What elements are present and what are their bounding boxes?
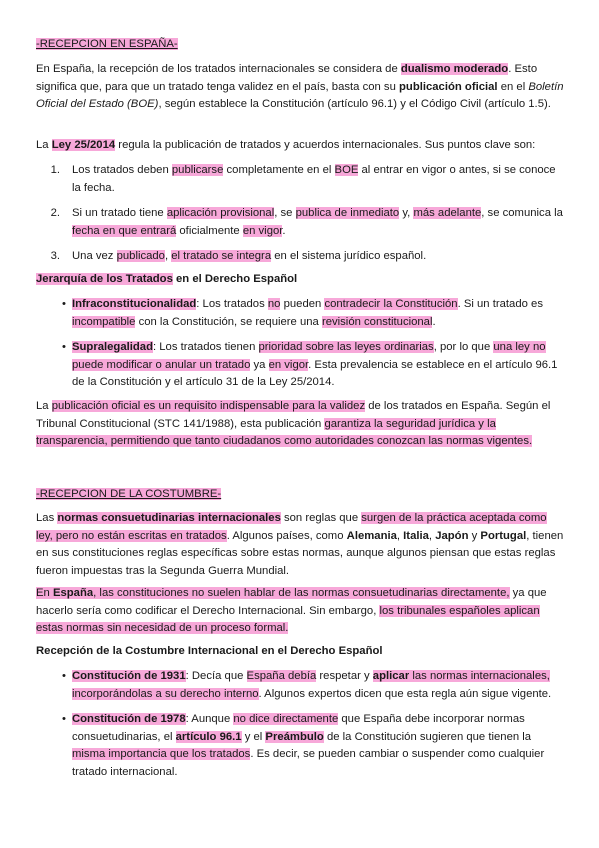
paragraph-publicacion	[36, 398, 566, 451]
text-run: y el	[241, 730, 266, 743]
highlight: prioridad sobre las leyes ordinarias	[258, 341, 434, 353]
text-run: : Decía que	[185, 670, 247, 682]
paragraph-ley	[36, 137, 566, 155]
bullet-icon: •	[62, 298, 66, 310]
section-heading-costumbre	[36, 486, 566, 504]
text-run: ,	[164, 250, 172, 262]
highlight: una ley no puede modificar o anular un tratado	[72, 341, 546, 371]
text-run: son reglas que	[280, 512, 362, 524]
text-run: completamente en el	[223, 164, 335, 176]
bold-text: Alemania	[346, 529, 397, 542]
text-run: : Los tratados	[196, 298, 268, 310]
text-run: : Los tratados tienen	[152, 341, 259, 353]
text-run: .	[282, 224, 286, 237]
heading-text: -RECEPCION DE LA COSTUMBRE-	[36, 488, 222, 500]
text-run: pueden	[280, 298, 325, 310]
highlight: BOE	[334, 164, 359, 176]
highlight: incompatible	[72, 315, 136, 328]
highlight: España debía	[246, 670, 317, 682]
paragraph-dualismo	[36, 61, 566, 114]
text-run: . Si un tratado es	[457, 298, 543, 310]
bullet-icon: •	[62, 341, 66, 353]
text-run: oficialmente	[176, 224, 243, 237]
text-run: : Aunque	[185, 713, 234, 725]
highlight: misma importancia que los tratados	[72, 748, 251, 760]
text-run: La	[36, 139, 52, 151]
text-run: ,	[428, 529, 436, 542]
text-run: ya	[250, 358, 269, 371]
text-run: En España, la recepción de los tratados internacionales se considera de	[36, 63, 401, 75]
text-run: .	[432, 315, 436, 328]
highlight-bold: Infraconstitucionalidad	[72, 298, 197, 310]
text-run: , se comunica la	[481, 207, 563, 219]
highlight: En	[36, 587, 53, 599]
bold-text: Portugal	[480, 529, 527, 542]
bold-text: publicación oficial	[399, 80, 498, 93]
highlight: garantiza la seguridad jurídica y la transparencia, permitiendo que tanto ciudadanos como autoridades conozcan las normas vigentes.	[36, 417, 533, 447]
text-run: . Algunos expertos dicen que esta regla aún sigue vigente.	[258, 687, 552, 700]
text-run: , se	[274, 207, 296, 219]
bold-text: Recepción de la Costumbre Internacional en el Derecho Español	[36, 645, 383, 657]
highlight: revisión constitucional	[321, 315, 433, 328]
bullet-icon: •	[62, 670, 66, 682]
text-run: ya que hacerlo sería como codificar el Derecho Internacional. Sin embargo,	[36, 587, 547, 617]
text-run: Los tratados deben	[72, 164, 172, 176]
highlight: , las constituciones no suelen hablar de las normas consuetudinarias directamente,	[93, 587, 510, 599]
list-item	[36, 668, 566, 703]
text-run: ,	[396, 529, 404, 542]
highlight: más adelante	[413, 207, 482, 219]
highlight-bold: normas consuetudinarias internacionales	[57, 512, 281, 524]
list-number: 3.	[50, 250, 60, 262]
list-item	[36, 339, 566, 392]
list-item	[36, 296, 566, 331]
list-item	[36, 162, 566, 197]
list-item	[36, 205, 566, 240]
bullet-list-jerarquia	[36, 296, 566, 392]
bullet-list-constituciones	[36, 668, 566, 781]
bold-text: Japón	[435, 529, 469, 542]
highlight: publicado	[116, 250, 165, 262]
highlight-bold: España	[52, 587, 94, 599]
subheading-recepcion-costumbre	[36, 643, 566, 661]
numbered-list	[36, 162, 566, 266]
highlight: no dice directamente	[233, 713, 339, 725]
highlight: el tratado se integra	[171, 250, 272, 262]
highlight: en vigor	[268, 358, 309, 371]
highlight-bold: aplicar	[372, 670, 410, 682]
text-run: Si un tratado tiene	[72, 207, 167, 219]
list-number: 1.	[50, 164, 60, 176]
list-number: 2.	[50, 207, 60, 219]
text-run: con la Constitución, se requiere una	[135, 315, 322, 328]
highlight-bold: Ley 25/2014	[51, 139, 116, 151]
text-run: en el sistema jurídico español.	[271, 250, 427, 262]
text-run: de los tratados en España. Según el Tribunal Constitucional (STC 141/1988), esta publicación	[36, 400, 551, 430]
text-run: . Es decir, se pueden cambiar o suspender como cualquier tratado internacional.	[72, 748, 545, 778]
paragraph-espana-costumbre	[36, 585, 566, 638]
list-item	[36, 248, 566, 266]
list-item	[36, 711, 566, 781]
highlight-bold: Jerarquía de los Tratados	[36, 273, 173, 285]
heading-text: -RECEPCION EN ESPAÑA-	[36, 38, 178, 50]
highlight: publica de inmediato	[295, 207, 400, 219]
text-run: , por lo que	[433, 341, 494, 353]
highlight: en vigor	[242, 224, 283, 237]
text-run: en el	[497, 80, 529, 93]
text-run: que España debe incorporar normas consuetudinarias, el	[72, 713, 525, 743]
text-run: . Esta prevalencia se establece en el artículo 96.1 de la Constitución y el artículo 31 de la Ley 25/2014.	[72, 358, 558, 388]
italic-text: Boletín Oficial del Estado (BOE)	[36, 80, 564, 110]
bullet-icon: •	[62, 713, 66, 725]
text-run: Una vez	[72, 250, 117, 262]
text-run: de la Constitución sugieren que tienen la	[323, 730, 532, 743]
highlight-bold: dualismo moderado	[400, 63, 509, 75]
text-run: . Algunos países, como	[226, 529, 347, 542]
highlight-bold: Constitución de 1978	[72, 713, 186, 725]
text-run: respetar y	[316, 670, 373, 682]
highlight: surgen de la práctica aceptada como ley, pero no están escritas en tratados	[36, 512, 547, 542]
bold-text: en el Derecho Español	[172, 273, 298, 285]
highlight-bold: artículo 96.1	[175, 730, 242, 743]
text-run: La	[36, 400, 52, 412]
highlight-bold: Constitución de 1931	[72, 670, 186, 682]
text-run: Las	[36, 512, 58, 524]
text-run: y,	[399, 207, 414, 219]
subheading-jerarquia	[36, 271, 566, 289]
text-run: al entrar en vigor o antes, si se conoce la fecha.	[72, 164, 556, 194]
paragraph-consuetudinarias	[36, 510, 566, 580]
highlight-bold: Preámbulo	[265, 730, 324, 743]
text-run: , según establece la Constitución (artículo 96.1) y el Código Civil (artículo 1.5).	[158, 98, 551, 110]
highlight: fecha en que entrará	[72, 224, 177, 237]
text-run: . Esto significa que, para que un tratado tenga validez en el país, basta con su	[36, 63, 538, 93]
text-run: regula la publicación de tratados y acuerdos internacionales. Sus puntos clave son:	[115, 139, 536, 151]
highlight: contradecir la Constitución	[324, 298, 458, 310]
bold-text: Italia	[403, 529, 429, 542]
highlight: publicación oficial es un requisito indispensable para la validez	[51, 400, 366, 412]
highlight: no	[267, 298, 281, 310]
text-run: y	[468, 529, 481, 542]
highlight: aplicación provisional	[166, 207, 275, 219]
highlight: los tribunales españoles aplican estas normas sin necesidad de un proceso formal.	[36, 604, 540, 634]
highlight: publicarse	[171, 164, 224, 176]
text-run: , tienen en sus constituciones reglas específicas sobre estas normas, aunque algunos piensan que estas reglas fueron impuestas tras la Segunda Guerra Mundial.	[36, 529, 564, 577]
highlight-bold: Supralegalidad	[72, 341, 153, 353]
highlight: las normas internacionales, incorporándolas a su derecho interno	[72, 670, 550, 700]
section-heading-recepcion-espana	[36, 36, 566, 54]
